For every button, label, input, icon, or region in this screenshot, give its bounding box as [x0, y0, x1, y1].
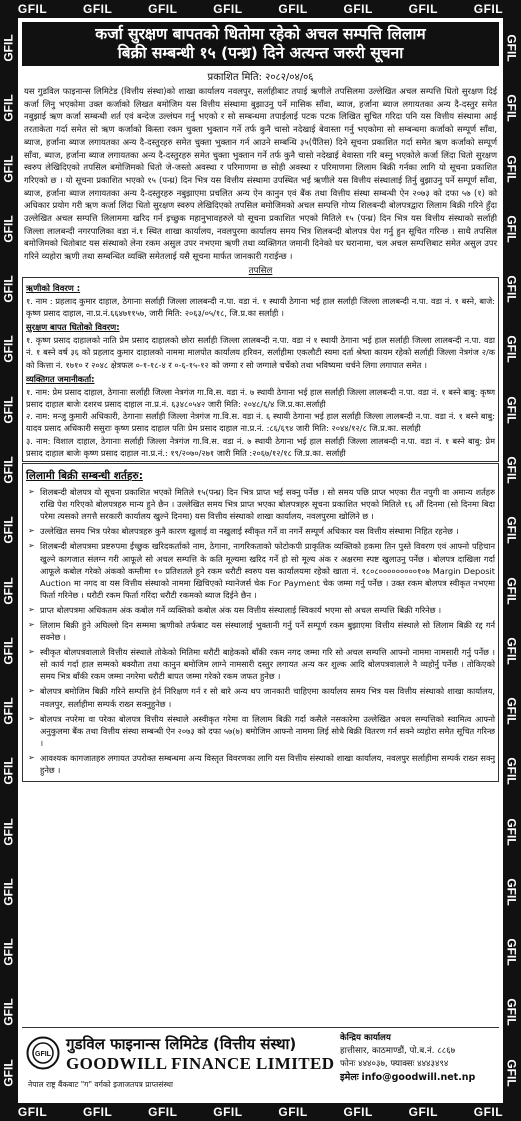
border-label: GFIL: [343, 2, 373, 16]
tapsil-label: तपसिल: [248, 265, 273, 276]
collateral-details: १. कृष्ण प्रसाद दाहालको नाति प्रेम प्रसाद दाहालको छोरा सर्लाही जिल्ला लालबन्दी न.पा. वडा नं १ स्थायी ठेगाना भई हाल सर्लाही जिल्ला लालबन्दी न.पा. वडा नं. १ बस्ने वर्ष ३६ को प्रहलाद कुमार दाहालको नाममा मालपोत कार्यालय हरिवन, सर्लाहीमा एकलौटी स्यमा दर्ता श्रेष्ता कायम रहेको सर्लाही जिल्ला नेत्रगंज २/क को कित्ता नं. १७१० र २०४८ क्षेत्रफल ०-१-१८-४ र ०-६-१५-१२ को जग्गा र सो जग्गाले चर्चेको तथा भविष्यमा चर्चने लिगा लगापात समेत ।: [26, 335, 495, 370]
auction-term: ➢ लिलाम बिक्री हुने अघिल्लो दिन सम्ममा ऋणीको तर्फबाट यस संस्थालाई भुक्तानी गर्नु पर्ने सम्पूर्ण रकम बुझाएमा वित्तीय संस्थाले सो लिलाम बिक्री रद्द गर्न सक्नेछ ।: [40, 619, 495, 643]
border-label: GFIL: [2, 878, 17, 906]
border-label: GFIL: [2, 998, 17, 1027]
border-label: GFIL: [148, 2, 178, 16]
border-label: GFIL: [2, 456, 17, 484]
auction-term: ➢ शिलबन्दी बोलपत्र यो सूचना प्रकाशित भएको मितिले १५(पन्ध्र) दिन भित्र प्राप्त भई सक्नु पर्नेछ । सो समय पछि प्राप्त भएका रीत नपुगी वा अमान्य शर्तहरु राखि पेश गरिएको बोलपत्रहरु मान्य हुने छैन । उल्लेखित समय भित्र प्राप्त भएका बोलपत्रहरु सूचना प्रकाशित भएको मितिले १६ औं दिनमा (सो दिनमा बिदा परेमा त्यसको लगत्तै सरकारी कार्यालय खुल्ने दिनमा) यस वित्तीय संस्थाको शाखा कार्यालय, नवलपुरमा खोलिने छ ।: [40, 486, 495, 522]
border-label: GFIL: [505, 1058, 520, 1087]
auction-term: ➢ उल्लेखित समय भित्र परेका बोलपत्रहरु कुनै कारण खुलाई वा नखुलाई स्वीकृत गर्ने वा नगर्ने सम्पूर्ण अधिकार यस वित्तीय संस्थामा निहित रहनेछ ।: [40, 525, 495, 537]
email-line: [340, 1071, 475, 1085]
border-label: GFIL: [2, 154, 17, 183]
guarantor-item: २. नाम: मन्जु कुमारी अधिकारी, ठेगानाः सर्लाही जिल्ला नेत्रगंज गा.वि.स. वडा नं. ६ स्थायी ठेगाना भई हाल सर्लाही जिल्ला लालबन्दी न.पा. वडा नं. १ बस्ने बाबु: यादव प्रसाद अधिकारी ससुराः कृष्ण प्रसाद दाहाल पतिः प्रेम प्रसाद दाहाल ना.प्र.नं. :८६/६९४ जारी मिति: २०४४/१२/८ जि.प्र.का. सर्लाही: [26, 411, 495, 434]
border-label: GFIL: [2, 215, 17, 243]
right-border: [503, 18, 521, 1103]
company-logo-icon: [26, 1036, 60, 1070]
border-label: GFIL: [83, 1105, 113, 1119]
phone-line: [340, 1058, 475, 1071]
border-label: GFIL: [2, 576, 17, 605]
border-label: GFIL: [213, 2, 243, 16]
email-address[interactable]: info@goodwill.net.np: [361, 1072, 476, 1083]
border-label: GFIL: [473, 2, 504, 16]
border-label: GFIL: [505, 154, 520, 183]
border-label: GFIL: [408, 2, 438, 16]
border-label: GFIL: [505, 94, 520, 123]
auction-terms-title: लिलामी बिक्री सम्बन्धी शर्तहरु:: [26, 470, 143, 483]
auction-term: ➢ शिलबन्दी बोलपत्रमा प्रष्टरुपमा ईच्छुक खरिदकर्ताको नाम, ठेगाना, नागरिकताको फोटोकपी प्राकृतिक व्यक्तिको हकमा तिन पुस्ते विवरण एवं आफ्नो पहिचान खुल्ने कागजात संलग्न गरी आफूले सो अचल सम्पत्ति के कति मूल्यमा खरिद गर्ने हो सो मूल्य अंक र अक्षरमा स्पष्ट खुलाउनु पर्नेछ । बोलपत्र दाखिला गर्दा आफूले कबोल गरेको अंकको कम्तीमा १० प्रतिशतले हुने रकम धरौटी स्वरुप यस कार्यालयमा रहेको खाता नं. १८०८०००००००००१०७ Margin Deposit Auction मा नगद वा यस वित्तीय संस्थाको नाममा खिचिएको म्यानेजर्स चेक For Payment चेक जम्मा गर्नु पर्नेछ । उक्त रकम बोलपत्र स्वीकृत नभएमा फिर्ता गरिनेछ । धरौटी रकम फिर्ता गरिंदा धरौटी रकमको ब्याज दिईने छैन ।: [40, 540, 495, 600]
border-label: GFIL: [2, 1058, 17, 1087]
border-label: GFIL: [505, 757, 520, 785]
border-label: GFIL: [213, 1105, 243, 1119]
border-label: GFIL: [408, 1105, 438, 1119]
border-label: GFIL: [2, 637, 17, 665]
debtor-title: ऋणीको विवरण :: [26, 282, 81, 293]
border-label: GFIL: [17, 2, 48, 16]
auction-term: ➢ स्वीकृत बोलपत्रवालाले वित्तीय संस्थाले तोकेको मितिमा धरौटी बाहेकको बाँकी रकम नगद जम्मा गरि सो अचल सम्पत्ति आफ्नो नाममा नामसारी गर्नु पर्नेछ । सो कार्य गर्दा हाल सम्मको बक्यौता तथा कानुन बमोजिम लाग्ने नामसारी दस्तुर लगायत अन्य कर शुल्क आदि बोलपत्रवालाले नै व्यहोर्नु पर्नेछ । तोकिएको समय भित्र बाँकी रकम जम्मा नगरेमा धरौटी बापत जम्मा गरेको रकम जफत हुनेछ ।: [40, 646, 495, 682]
border-label: GFIL: [505, 998, 520, 1027]
auction-term: ➢ आवश्यक कागजातहरु लगायत उपरोक्त सम्बन्धमा अन्य विस्तृत विवरणका लागि यस वित्तीय संस्थाको शाखा कार्यालय, नवलपुर सर्लाहीमा सम्पर्क राख्न सक्नु हुनेछ ।: [40, 752, 495, 776]
border-label: GFIL: [2, 817, 17, 846]
border-label: GFIL: [278, 2, 308, 16]
border-label: GFIL: [505, 697, 520, 725]
auction-term: ➢ बोलपत्र बमोजिम बिक्री गरिने सम्पत्ति हेर्न निरिक्षण गर्न र सो बारे अन्य थप जानकारी चाहिएमा कार्यालय समय भित्र यस वित्तीय संस्थाको शाखा कार्यालय, नवलपुर, सर्लाहीमा सम्पर्क राख्न सक्नुहुनेछ ।: [40, 685, 495, 709]
border-label: GFIL: [2, 697, 17, 725]
license-note: नेपाल राष्ट्र बैंकबाट "ग" वर्गको इजाजतपत्र प्राप्तसंस्था: [28, 1080, 173, 1089]
publication-date: प्रकाशित मिति: २०८२/०४/०६: [207, 72, 314, 83]
phone-number: ४४४०३७, फ्याक्सः ४४४३४९४: [358, 1059, 449, 1069]
notice-headline: [22, 22, 499, 66]
auction-terms-list: [26, 486, 495, 776]
details-box: [22, 277, 499, 462]
border-label: GFIL: [505, 34, 520, 62]
headline-line-1: कर्जा सुरक्षण बापतको धितोमा रहेको अचल सम्पत्ति लिलाम: [95, 25, 426, 43]
debtor-details: १. नाम : प्रहलाद कुमार दाहाल, ठेगानाः सर्लाही जिल्ला लालबन्दी न.पा. वडा नं. १ स्थायी ठेगाना भई हाल सर्लाही जिल्ला लालबन्दी न.पा. वडा नं. १ बस्ने, बाजे: कृष्ण प्रसाद दाहाल, ना.प्र.नं.६६४७११५७, जारी मिति: २०६३/०५/१८, जि.प्र.का सर्लाही ।: [26, 295, 495, 319]
border-label: GFIL: [2, 396, 17, 424]
auction-terms-box: [22, 463, 499, 782]
border-label: GFIL: [505, 938, 520, 966]
border-label: GFIL: [343, 1105, 373, 1119]
email-label: इमेलः: [340, 1072, 359, 1083]
logo-text: GFIL: [35, 1051, 51, 1058]
phone-label: फोनः: [340, 1059, 356, 1069]
border-label: GFIL: [505, 275, 520, 303]
guarantor-item: ३. नाम: विशाल दाहाल, ठेगानाः सर्लाही जिल्ला नेत्रगंज गा.वि.स. वडा नं. ७ स्थायी ठेगाना भई हाल सर्लाही जिल्ला लालबन्दी न.पा. वडा नं. १ बस्ने बाबु: प्रेम प्रसाद दाहाल बाजेः कृष्ण प्रसाद दाहाल ना.प्र.नं.: १९/२०७०/२७१ जारी मिति :२०६७/१२/१८ जि.प्र.का. सर्लाही: [26, 435, 495, 458]
border-label: GFIL: [278, 1105, 308, 1119]
border-label: GFIL: [83, 2, 113, 16]
border-label: GFIL: [2, 275, 17, 303]
border-label: GFIL: [505, 817, 520, 846]
auction-term: ➢ बोलपत्र नपरेमा वा परेका बोलपत्र वित्तीय संस्थाले अस्वीकृत गरेमा वा लिलाम बिक्री गर्दा कसैले नसकारेमा उल्लेखित अचल सम्पत्तिको स्वामित्व आफ्नो अनुकुलमा बैंक तथा वित्तीय संस्था सम्बन्धी ऐन २०७३ को दफा ५७(७) बमोजिम आफ्नो नाममा लिई सोधै बिक्री वितरण गर्न सक्ने व्यहोरा समेत सूचित गरिन्छ ।: [40, 713, 495, 749]
border-label: GFIL: [2, 94, 17, 123]
border-label: GFIL: [505, 516, 520, 544]
border-label: GFIL: [17, 1105, 48, 1119]
bottom-border: [0, 1103, 521, 1121]
border-label: GFIL: [148, 1105, 178, 1119]
border-label: GFIL: [505, 215, 520, 243]
auction-term: ➢ प्राप्त बोलपत्रमा अधिकतम अंक कबोल गर्ने व्यक्तिको कबोल अंक यस वित्तीय संस्थालाई स्विकार्य भएमा सो अचल सम्पत्ति बिक्री गरिनेछ ।: [40, 604, 495, 616]
border-label: GFIL: [505, 456, 520, 484]
border-label: GFIL: [2, 335, 17, 364]
headline-line-2: बिक्री सम्बन्धी १५ (पन्ध्र) दिने अत्यन्त जरुरी सूचना: [117, 44, 404, 62]
left-border: [0, 18, 18, 1103]
guarantor-item: १. नाम: प्रेम प्रसाद दाहाल, ठेगानाः सर्लाही जिल्ला नेत्रगंज गा.वि.स. वडा नं. ७ स्थायी ठेगाना भई हाल सर्लाही जिल्ला लालबन्दी न.पा. वडा नं. १ बस्ने बाबु: कृष्ण प्रसाद दाहाल बाजेः दशरथ प्रसाद दाहाल ना.प्र.नं. ६३४८०५४२ जारी मिति: २०४८/६/४ जि.प्र.का.सर्लाही: [26, 386, 495, 410]
office-address: हात्तीसार, काठमाण्डौं, पो.ब.नं. ८८६७: [340, 1046, 456, 1056]
border-label: GFIL: [505, 637, 520, 665]
company-name-english: GOODWILL FINANCE LIMITED: [66, 1054, 335, 1073]
notice-content: [22, 22, 499, 1099]
top-border: [0, 0, 521, 18]
guarantors-title: व्यक्तिगत जमानीकर्ता:: [26, 373, 95, 384]
border-label: GFIL: [2, 938, 17, 966]
head-office-block: [340, 1032, 475, 1085]
company-name-nepali: गुडविल फाइनान्स लिमिटेड (वित्तीय संस्था): [66, 1035, 297, 1053]
border-label: GFIL: [505, 396, 520, 424]
collateral-title: सुरक्षण बापत धितोको विवरण:: [26, 322, 120, 333]
office-label: केन्द्रिय कार्यालय: [340, 1033, 391, 1043]
intro-paragraph: यस गुडविल फाइनान्स लिमिटेड (वित्तीय संस्था)को शाखा कार्यालय नवलपुर, सर्लाहीबाट तपाई ऋणीले तपसिलमा उल्लेखित अचल सम्पत्ति धितो सुरक्षण दिई कर्जा लिनु भएकोमा उक्त कर्जाको लिखत बमोजिम यस वित्तीय संस्थामा बुझाउनु पर्ने मासिक साँवा, ब्याज, हर्जाना ब्याज लगायतका अन्य दै-दस्तुर समेत नबुझाई ऋण कर्जा सम्बन्धी शर्त एवं बन्देज उल्लंघन गर्नु भएको र सो सम्बन्धमा तपाईलाई पटक पटक लिखित सुचित गरिदा पनि यस वित्तीय संस्थामा आई तरताकेता गर्दा समेत सो ऋण कर्जाको किस्ता रकम चुक्ता भुक्तान गर्ने तर्फ कुनै चासो नदेखाई बेवास्ता गर्नु भएकोमा सो सम्बन्धमा कर्जाको सम्पूर्ण साँवा, ब्याज, हर्जाना ब्याज लगायतका अन्य दै-दस्तुरहरु समेत चुक्ता भुक्तान गर्न आउने सम्बन्धि ३५(पैंतिस) दिने सूचना प्रकाशित गर्दा समेत ऋण कर्जाको सम्पूर्ण साँवा, ब्याज, हर्जाना ब्याज लगायतका अन्य दै-दस्तुरहरु समेत चुक्ता भुक्तान गर्ने तर्फ कुनै चासो नदेखाई बेवास्ता गरि बस्नु भएकोले कर्जा लिंदा धितो सुरक्षण स्वरुप लेखिदिएको तपसिल बमोजिमको धितो जे-जस्तो अवस्था र परिमाणमा छ सोही अवस्था र परिमाणमा लिलाम बिक्री गर्नका लागि यो सूचना प्रकाशित गरिएको छ । यो सूचना प्रकाशित भएको १५ (पन्ध्र) दिन भित्र यस वित्तीय संस्थामा उपस्थित भई ऋणीले यस वित्तीय संस्थालाई तिर्नु बुझाउनु पर्ने सम्पूर्ण साँवा, ब्याज, हर्जाना ब्याज लगायतका अन्य दै-दस्तुरहरु नबुझाएमा प्रचलित अन्य ऐन कानुन एवं बैंक तथा वित्तीय संस्था सम्बन्धी ऐन २०७३ को दफा ५७ (१) को अधिकार प्रयोग गरी ऋण कर्जा लिंदा धितो सुरक्षण स्वरुप लेखिदिएको तपसिल बमोजिमको अचल सम्पत्ति गोप्य शिलबन्दी बोलपत्रद्वारा लिलाम बिक्री गरिने हुँदा उल्लेखित अचल सम्पत्ति लिलाममा खरिद गर्न इच्छुक महानुभावहरुले यो सूचना प्रकाशित भएको मितिले १५ (पन्ध्र) दिन भित्र यस वित्तीय संस्थाको सर्लाही जिल्ला लालबन्दी नगरपालिका वडा नं.१ स्थित शाखा कार्यालय, नवलपुरमा कार्यालय समय भित्र शिलबन्दी बोलपत्र पेश गर्नु हुन सूचित गरिन्छ । साथै तपसिल बमोजिमको धितोबाट यस संस्थाको लेना रकम असुल उपर नभएमा ऋणी तथा व्यक्तिगत जमानी दिनेको घर घरानामा, चल अचल सम्पत्तिबाट समेत असुल उपर गरिने व्यहोरा ऋणी तथा सम्बन्धित व्यक्ति समेतलाई यसै सूचना मार्फत जानकारी गराईन्छ ।: [24, 86, 497, 262]
border-label: GFIL: [473, 1105, 504, 1119]
border-label: GFIL: [505, 576, 520, 605]
border-label: GFIL: [505, 878, 520, 906]
company-footer: [22, 1027, 499, 1099]
border-label: GFIL: [505, 335, 520, 364]
border-label: GFIL: [2, 34, 17, 62]
border-label: GFIL: [2, 757, 17, 785]
border-label: GFIL: [2, 516, 17, 544]
